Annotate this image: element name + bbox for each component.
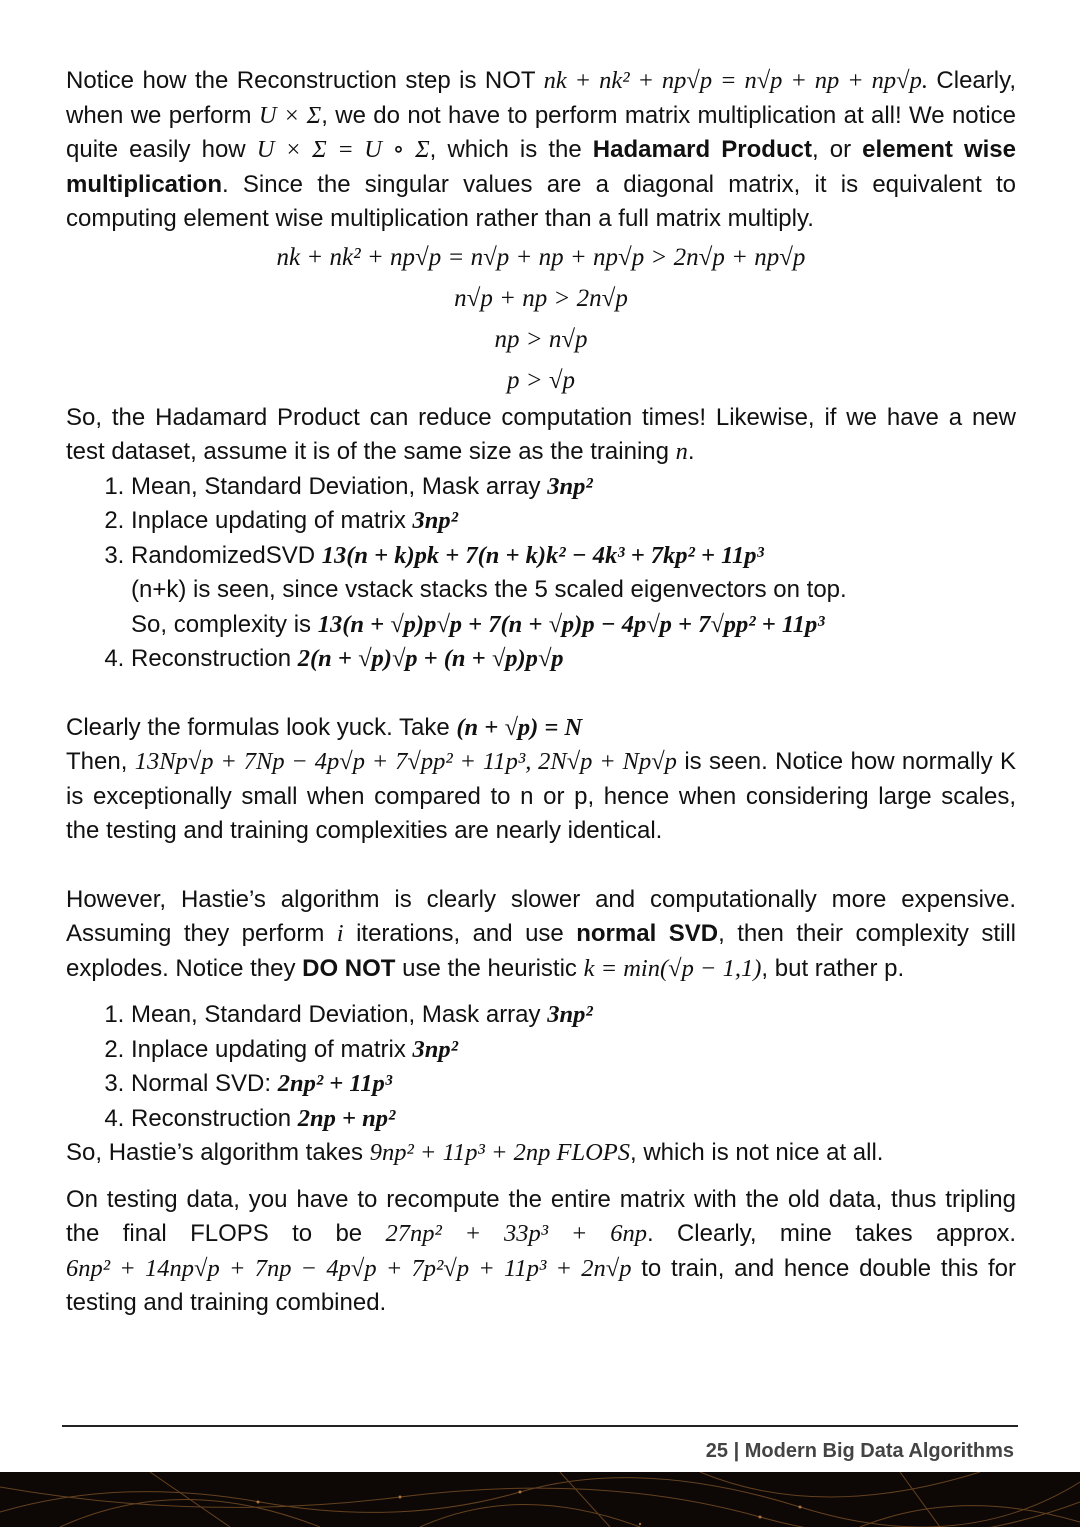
footer-divider bbox=[62, 1425, 1018, 1427]
list-item bbox=[131, 1102, 1016, 1137]
math: 13(n + k)pk + 7(n + k)k² − 4k³ + 7kp² + 11p³ bbox=[321, 541, 764, 569]
text: Then, bbox=[66, 748, 135, 775]
bold-text: DO NOT bbox=[302, 954, 396, 982]
math: 2(n + √p)√p + (n + √p)p√p bbox=[297, 645, 564, 672]
text: to train, and hence double this for testing and training combined. bbox=[66, 1254, 1017, 1316]
spacer bbox=[66, 1171, 1016, 1183]
text: RandomizedSVD bbox=[131, 541, 322, 569]
page-body bbox=[66, 64, 1016, 1321]
text: Clearly the formulas look yuck. Take bbox=[66, 713, 457, 741]
list-item bbox=[131, 998, 1016, 1033]
network-lines-graphic bbox=[0, 1472, 1080, 1527]
math: nk + nk² + np√p = n√p + np + np√p. bbox=[543, 67, 928, 94]
math: 3np² bbox=[412, 1035, 458, 1063]
text: Mean, Standard Deviation, Mask array bbox=[131, 472, 548, 500]
text: , but rather p. bbox=[761, 954, 905, 982]
text: Notice how the Reconstruction step is NOT bbox=[66, 67, 544, 94]
equation-line: nk + nk² + np√p = n√p + np + np√p > 2n√p + np√p bbox=[276, 243, 806, 271]
text: On testing data, you have to recompute the entire matrix with the old data, thus tripling the final FLOPS to be bbox=[66, 1185, 1016, 1247]
text: Clearly, when we perform bbox=[66, 67, 1016, 129]
complexity-list bbox=[66, 470, 1016, 677]
list-item bbox=[131, 642, 1016, 677]
spacer bbox=[66, 986, 1016, 998]
text: , which is the bbox=[429, 136, 593, 163]
text: Inplace updating of matrix bbox=[131, 507, 413, 534]
math: k = min(√p − 1,1) bbox=[583, 954, 762, 982]
bold-text: Hadamard Product bbox=[592, 136, 812, 163]
text: Reconstruction bbox=[131, 1104, 298, 1132]
list-item bbox=[131, 470, 1016, 505]
list-item bbox=[131, 539, 1016, 643]
text: , then their complexity still explodes. Notice they bbox=[66, 920, 1016, 982]
text: use the heuristic bbox=[395, 954, 584, 982]
text: . Clearly, mine takes approx. bbox=[646, 1220, 1016, 1247]
decorative-footer-band bbox=[0, 1472, 1080, 1527]
equation-line: p > √p bbox=[506, 366, 576, 394]
math: 2np + np² bbox=[297, 1104, 396, 1132]
text: So, complexity is bbox=[131, 610, 318, 638]
paragraph-then bbox=[66, 745, 1016, 849]
math: 6np² + 14np√p + 7np − 4p√p + 7p²√p + 11p³ + 2n√p bbox=[66, 1254, 632, 1282]
math: 9np² + 11p³ + 2np FLOPS bbox=[369, 1139, 631, 1166]
paragraph-hastie-flops bbox=[66, 1136, 1016, 1171]
list-item bbox=[131, 504, 1016, 539]
text: . bbox=[687, 438, 695, 465]
paragraph-testing bbox=[66, 1183, 1016, 1321]
text: Inplace updating of matrix bbox=[131, 1035, 413, 1063]
list-subline: (n+k) is seen, since vstack stacks the 5 scaled eigenvectors on top. bbox=[131, 576, 847, 603]
paragraph-hastie bbox=[66, 883, 1016, 987]
text: , which is not nice at all. bbox=[630, 1139, 884, 1166]
text: So, Hastie’s algorithm takes bbox=[66, 1139, 370, 1166]
math: 27np² + 33p³ + 6np bbox=[385, 1220, 647, 1247]
spacer bbox=[66, 677, 1016, 711]
list-subline bbox=[131, 608, 1016, 643]
bold-text: normal SVD bbox=[576, 920, 719, 947]
spacer bbox=[66, 849, 1016, 883]
equation-line: n√p + np > 2n√p bbox=[454, 284, 628, 312]
math: (n + √p) = N bbox=[456, 713, 583, 741]
equation-line: np > n√p bbox=[494, 325, 588, 353]
list-item bbox=[131, 1033, 1016, 1068]
math: 13(n + √p)p√p + 7(n + √p)p − 4p√p + 7√pp² + 11p³ bbox=[317, 610, 825, 638]
paragraph-reconstruction bbox=[66, 64, 1016, 237]
text: is seen. Notice how normally K is exceptionally small when compared to n or p, hence when considering large scales, the testing and training complexities are nearly identical. bbox=[66, 748, 1016, 844]
math: U × Σ bbox=[258, 101, 322, 129]
math: n bbox=[675, 438, 688, 465]
text: So, the Hadamard Product can reduce computation times! Likewise, if we have a new test dataset, assume it is of the same size as the training bbox=[66, 403, 1016, 465]
bold-text: element wise multiplication bbox=[66, 136, 1017, 198]
math: 3np² bbox=[412, 507, 458, 534]
math: U × Σ = U ∘ Σ bbox=[256, 136, 430, 163]
text: . Since the singular values are a diagonal matrix, it is equivalent to computing element wise multiplication rather than a full matrix multiply. bbox=[66, 170, 1016, 232]
text: Mean, Standard Deviation, Mask array bbox=[131, 1001, 548, 1028]
math: i bbox=[336, 920, 344, 947]
text: , or bbox=[811, 136, 863, 163]
paragraph-hadamard bbox=[66, 401, 1016, 470]
math: 13Np√p + 7Np − 4p√p + 7√pp² + 11p³, 2N√p + Np√p bbox=[134, 748, 677, 775]
text: , we do not have to perform matrix multiplication at all! We notice quite easily how bbox=[66, 101, 1017, 163]
math: 3np² bbox=[547, 1001, 593, 1028]
text: Normal SVD: bbox=[131, 1070, 278, 1097]
text: iterations, and use bbox=[343, 920, 577, 947]
list-item bbox=[131, 1067, 1016, 1102]
paragraph-take-n bbox=[66, 711, 1016, 746]
hastie-list bbox=[66, 998, 1016, 1136]
text: Reconstruction bbox=[131, 645, 298, 672]
text: However, Hastie’s algorithm is clearly slower and computationally more expensive. Assuming they perform bbox=[66, 885, 1016, 947]
math: 3np² bbox=[547, 472, 593, 500]
equation-block bbox=[66, 237, 1016, 401]
math: 2np² + 11p³ bbox=[277, 1070, 393, 1097]
page-footer: 25 | Modern Big Data Algorithms bbox=[705, 1440, 1014, 1462]
